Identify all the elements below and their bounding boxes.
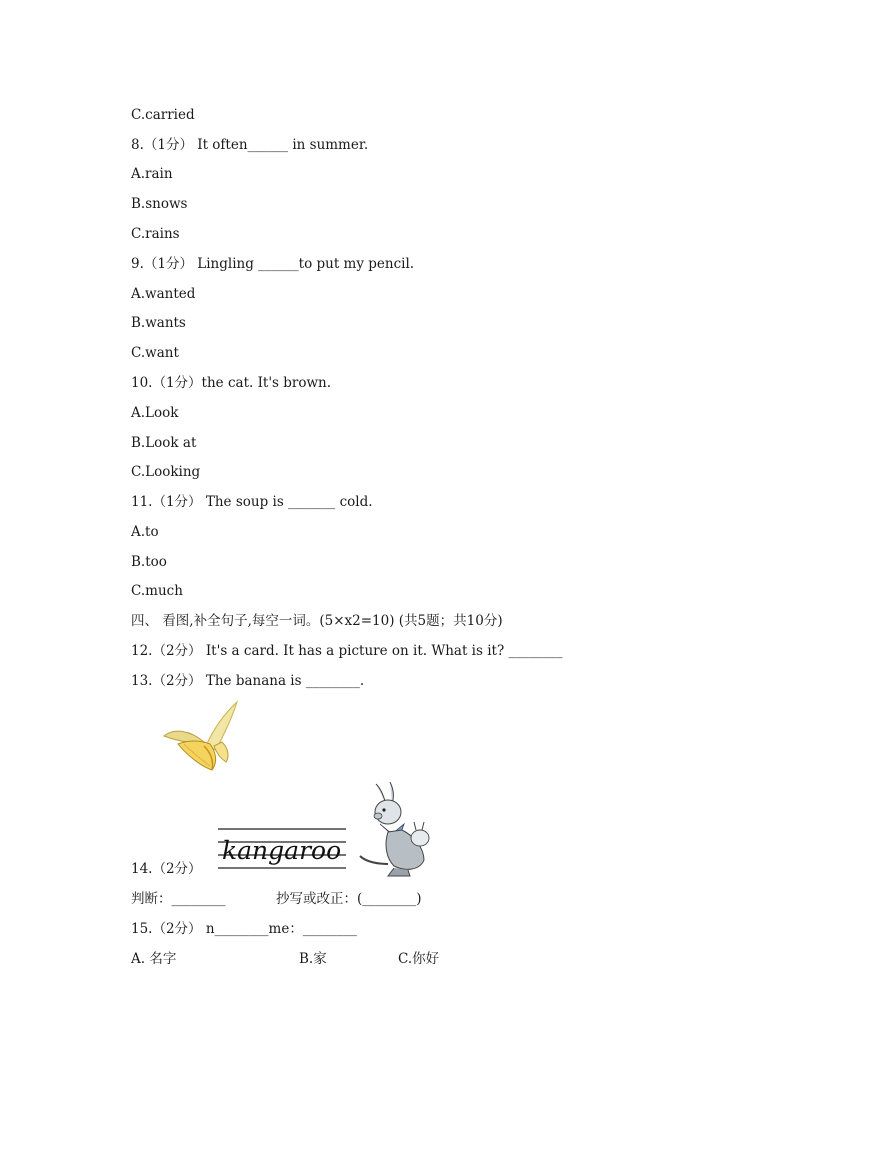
- q15-stem: 15.（2分） n________me：________: [131, 921, 357, 937]
- kangaroo-handwriting-word: kangaroo: [222, 836, 342, 865]
- q9-option-c: C.want: [131, 345, 179, 361]
- q10-option-a: A.Look: [131, 405, 179, 421]
- q8-option-a: A.rain: [131, 166, 173, 182]
- q8-option-b: B.snows: [131, 196, 188, 212]
- q7-option-c: C.carried: [131, 107, 195, 123]
- kangaroo-handwriting-image: [218, 825, 346, 871]
- q11-option-a: A.to: [131, 524, 159, 540]
- q10-stem: 10.（1分）the cat. It's brown.: [131, 375, 332, 391]
- q8-stem: 8.（1分） It often______ in summer.: [131, 137, 369, 153]
- q13-stem: 13.（2分） The banana is ________.: [131, 673, 365, 689]
- q10-option-c: C.Looking: [131, 464, 201, 480]
- banana-image: [158, 700, 242, 774]
- q9-option-b: B.wants: [131, 315, 186, 331]
- q8-option-c: C.rains: [131, 226, 180, 242]
- q11-option-b: B.too: [131, 554, 167, 570]
- q10-option-b: B.Look at: [131, 435, 197, 451]
- section-4-heading: 四、 看图,补全句子,每空一词。(5×x2=10) (共5题；共10分): [131, 613, 503, 629]
- q11-stem: 11.（1分） The soup is _______ cold.: [131, 494, 373, 510]
- q12-stem: 12.（2分） It's a card. It has a picture on it. What is it? ________: [131, 643, 563, 659]
- q11-option-c: C.much: [131, 583, 183, 599]
- q9-option-a: A.wanted: [131, 286, 196, 302]
- q15-option-c: C.你好: [398, 951, 440, 967]
- q14-correct-label: 抄写或改正：(________): [276, 891, 422, 907]
- q9-stem: 9.（1分） Lingling ______to put my pencil.: [131, 256, 415, 272]
- q15-option-b: B.家: [299, 951, 327, 967]
- q14-stem: 14.（2分）: [131, 861, 202, 877]
- kangaroo-image: [358, 780, 448, 878]
- q15-option-a: A. 名字: [131, 951, 177, 967]
- q14-judge-label: 判断：________: [131, 891, 226, 907]
